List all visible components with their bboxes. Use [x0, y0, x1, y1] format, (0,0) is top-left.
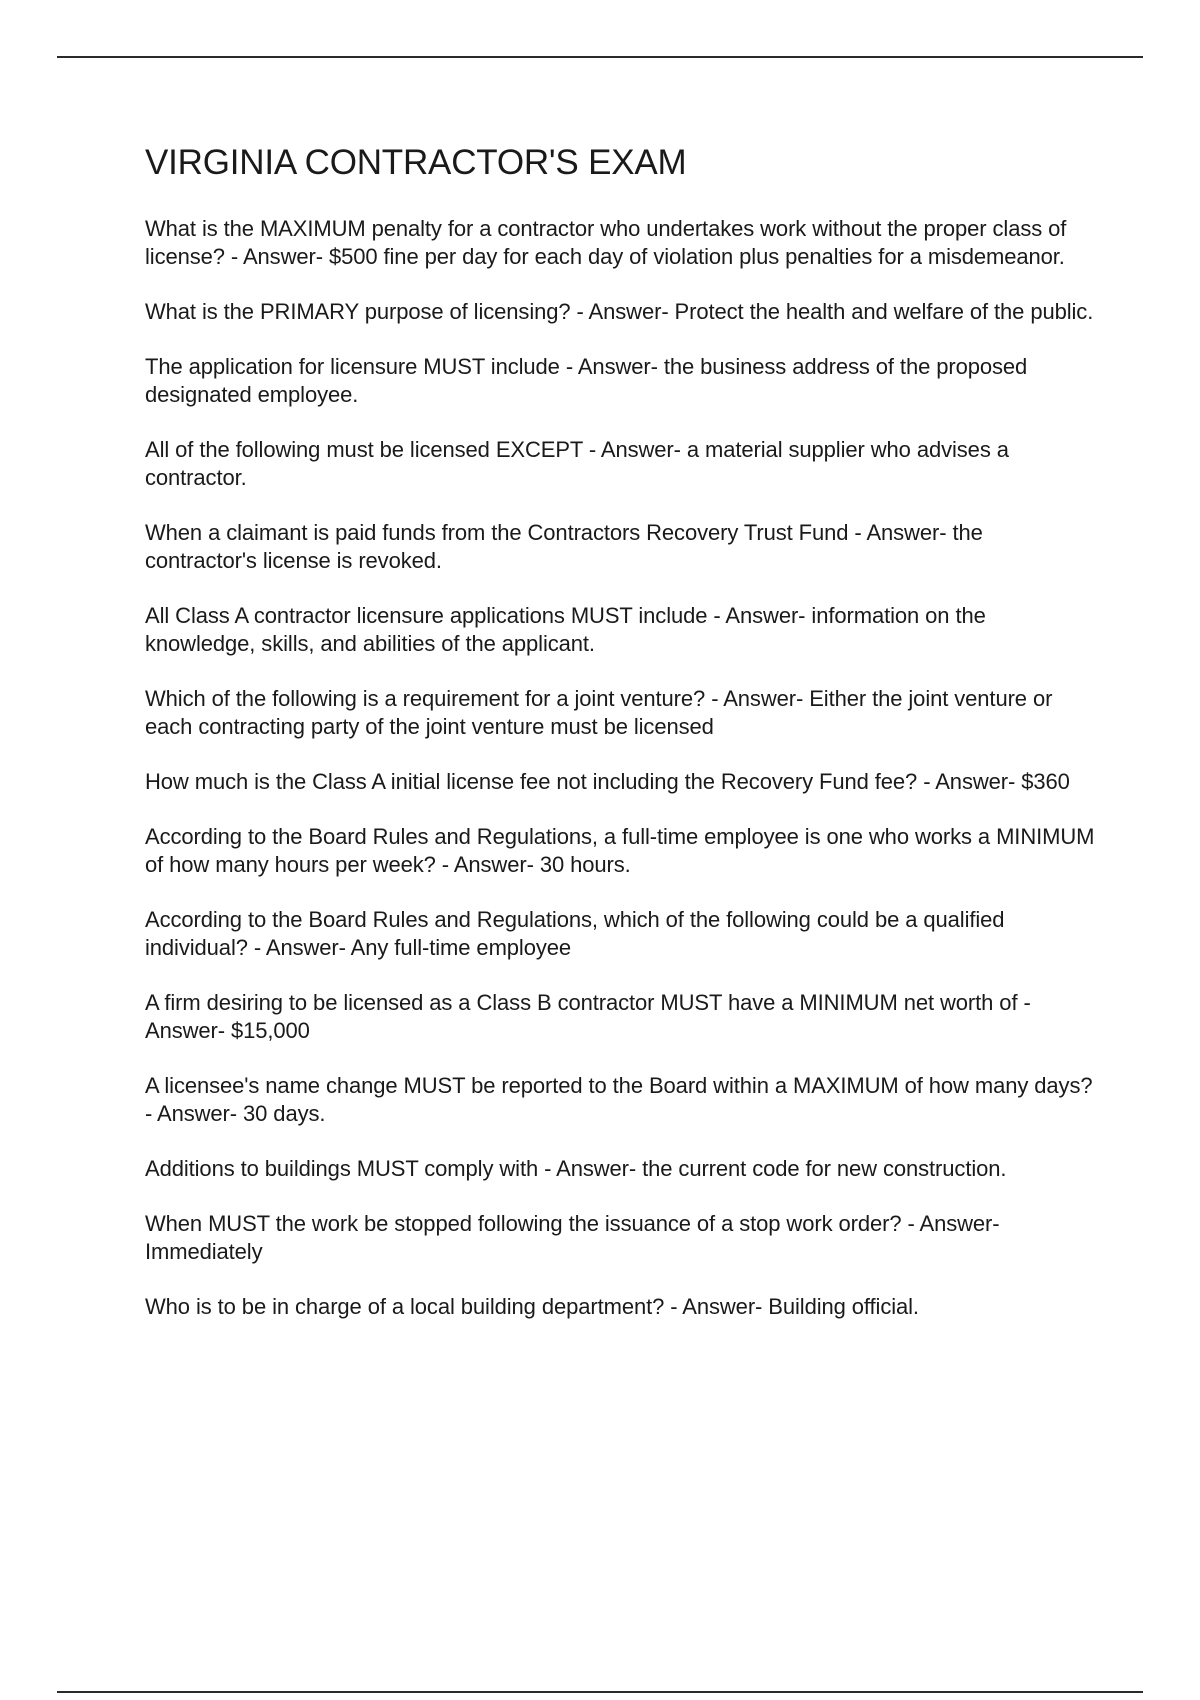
qa-item-8: How much is the Class A initial license fee not including the Recovery Fund fee? - Answer- $360	[145, 769, 1070, 794]
qa-item-1: What is the MAXIMUM penalty for a contractor who undertakes work without the proper class of license? - Answer- $500 fine per day for each day of violation plus penalties for a misdemeanor.	[145, 216, 1067, 269]
qa-item-6: All Class A contractor licensure applications MUST include - Answer- information on the knowledge, skills, and abilities of the applicant.	[145, 603, 986, 656]
qa-item-2: What is the PRIMARY purpose of licensing? - Answer- Protect the health and welfare of the public.	[145, 299, 1094, 324]
qa-item-7: Which of the following is a requirement for a joint venture? - Answer- Either the joint venture or each contracting party of the joint venture must be licensed	[145, 686, 1053, 739]
top-divider	[57, 56, 1143, 58]
qa-item-3: The application for licensure MUST include - Answer- the business address of the proposed designated employee.	[145, 354, 1028, 407]
document-title: VIRGINIA CONTRACTOR'S EXAM	[145, 143, 687, 182]
qa-item-15: Who is to be in charge of a local building department? - Answer- Building official.	[145, 1294, 919, 1319]
bottom-divider	[57, 1691, 1143, 1693]
qa-item-5: When a claimant is paid funds from the Contractors Recovery Trust Fund - Answer- the contractor's license is revoked.	[145, 520, 983, 573]
qa-item-11: A firm desiring to be licensed as a Class B contractor MUST have a MINIMUM net worth of - Answer- $15,000	[145, 990, 1031, 1043]
document-body	[145, 142, 1095, 1348]
qa-item-4: All of the following must be licensed EXCEPT - Answer- a material supplier who advises a contractor.	[145, 437, 1009, 490]
qa-item-14: When MUST the work be stopped following the issuance of a stop work order? - Answer- Immediately	[145, 1211, 1000, 1264]
qa-item-9: According to the Board Rules and Regulations, a full-time employee is one who works a MINIMUM of how many hours per week? - Answer- 30 hours.	[145, 824, 1095, 877]
qa-item-13: Additions to buildings MUST comply with - Answer- the current code for new construction.	[145, 1156, 1007, 1181]
qa-item-12: A licensee's name change MUST be reported to the Board within a MAXIMUM of how many days? - Answer- 30 days.	[145, 1073, 1093, 1126]
qa-item-10: According to the Board Rules and Regulations, which of the following could be a qualified individual? - Answer- Any full-time employee	[145, 907, 1005, 960]
